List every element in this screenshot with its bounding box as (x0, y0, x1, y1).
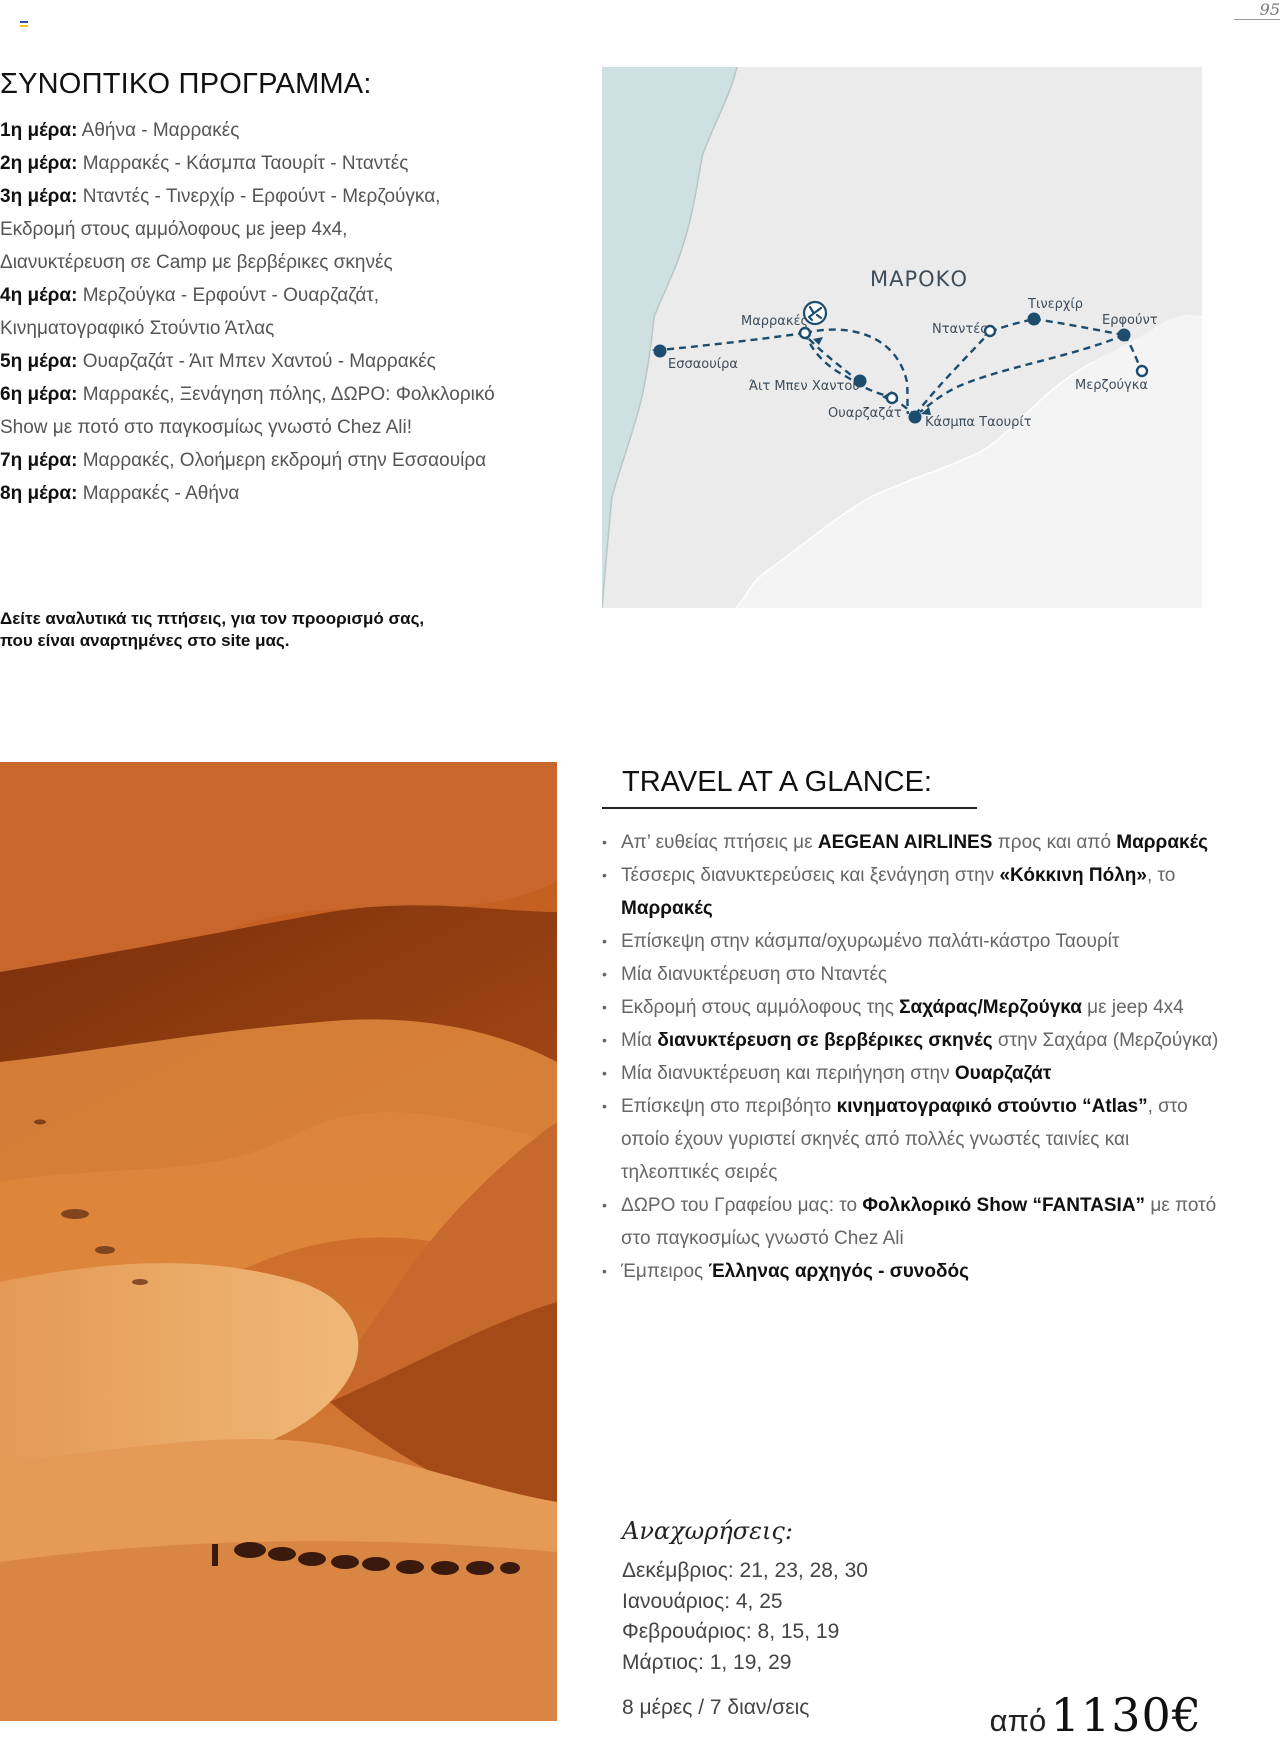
city-label-tinerhir: Τινερχίρ (1028, 297, 1084, 312)
price-value: 1130€ (1050, 1688, 1202, 1742)
glance-text: στην Σαχάρα (Μερζούγκα) (992, 1030, 1219, 1051)
program-day: 7η μέρα: (0, 450, 78, 471)
city-label-essaouira: Εσσαουίρα (668, 357, 738, 372)
program-line (0, 279, 560, 312)
glance-text: Εκδρομή στους αμμόλοφους της (621, 997, 900, 1018)
program-line (0, 477, 560, 510)
glance-item (602, 1057, 1222, 1090)
program-day: 8η μέρα: (0, 483, 78, 504)
stop-essaouira (654, 345, 667, 358)
glance-highlight: Μαρρακές (621, 898, 713, 919)
city-label-ouarzazate: Ουαρζαζάτ (828, 406, 902, 421)
stop-ouarzazate (887, 393, 897, 403)
program-text: Μαρρακές - Αθήνα (77, 483, 240, 504)
city-label-ait-ben-haddou: Άιτ Μπεν Χαντού (749, 379, 860, 394)
glance-divider (602, 807, 977, 809)
program-text: Διανυκτέρευση σε Camp με βερβέρικες σκηνές (0, 252, 393, 273)
glance-text: , στο οποίο έχουν γυριστεί σκηνές από πολλές γνωστές ταινίες και τηλεοπτικές σειρές (621, 1096, 1188, 1183)
route-map (602, 67, 1202, 608)
glance-text: Επίσκεψη στην κάσμπα/οχυρωμένο παλάτι-κάστρο Ταουρίτ (621, 931, 1120, 952)
program-text: Μερζούγκα - Ερφούντ - Ουαρζαζάτ, (77, 285, 380, 306)
departure-month: Ιανουάριος: 4, 25 (622, 1589, 783, 1613)
glance-item (602, 1090, 1222, 1189)
program-line (0, 411, 560, 444)
program-line (0, 378, 560, 411)
program-day: 2η μέρα: (0, 153, 78, 174)
program-text: Μαρρακές, Ολοήμερη εκδρομή στην Εσσαουίρα (77, 450, 487, 471)
program-text: Μαρρακές, Ξενάγηση πόλης, ΔΩΡΟ: Φολκλορικό (77, 384, 495, 405)
stop-marrakech (800, 328, 810, 338)
desert-photo (0, 762, 557, 1721)
glance-text: ΔΩΡΟ του Γραφείου μας: το (621, 1195, 863, 1216)
program-text: Ουαρζαζάτ - Άιτ Μπεν Χαντού - Μαρρακές (77, 351, 436, 372)
map-country-label: ΜΑΡΟΚΟ (870, 267, 968, 291)
program-day: 3η μέρα: (0, 186, 78, 207)
glance-item (602, 1189, 1222, 1255)
glance-text: Απ’ ευθείας πτήσεις με (621, 832, 818, 853)
glance-list (602, 826, 1222, 1288)
departure-month: Φεβρουάριος: 8, 15, 19 (622, 1620, 840, 1643)
glance-text: Μία διανυκτέρευση και περιήγηση στην (621, 1063, 955, 1084)
program-line (0, 246, 560, 279)
price (990, 1688, 1202, 1742)
program-text: Μαρρακές - Κάσμπα Ταουρίτ - Νταντές (77, 153, 409, 174)
glance-highlight: Ουαρζαζάτ (954, 1063, 1052, 1084)
program-text: Νταντές - Τινερχίρ - Ερφούντ - Μερζούγκα, (77, 186, 441, 207)
page-number-rule (1234, 19, 1280, 20)
program-line (0, 147, 560, 180)
glance-item (602, 925, 1222, 958)
glance-item (602, 1024, 1222, 1057)
city-label-merzouga: Μερζούγκα (1075, 378, 1148, 393)
departure-month: Μάρτιος: 1, 19, 29 (622, 1650, 792, 1674)
glance-highlight: Έλληνας αρχηγός - συνοδός (708, 1261, 969, 1282)
glance-text: Τέσσερις διανυκτερεύσεις και ξενάγηση στην (621, 865, 1000, 886)
program-title: ΣΥΝΟΠΤΙΚΟ ΠΡΟΓΡΑΜΜΑ: (0, 68, 372, 100)
flights-note-line: Δείτε αναλυτικά τις πτήσεις, για τον προορισμό σας, (0, 609, 425, 628)
glance-item (602, 859, 1222, 925)
program-list (0, 114, 560, 510)
program-day: 5η μέρα: (0, 351, 78, 372)
glance-text: με jeep 4x4 (1081, 997, 1184, 1018)
program-text: Εκδρομή στους αμμόλοφους με jeep 4x4, (0, 219, 348, 240)
departure-month: Δεκέμβριος: 21, 23, 28, 30 (622, 1559, 868, 1582)
glance-highlight: Σαχάρας/Μερζούγκα (899, 997, 1082, 1018)
city-label-kasbah-taourirt: Κάσμπα Ταουρίτ (925, 415, 1032, 430)
flights-note-line: που είναι αναρτημένες στο site μας. (0, 631, 290, 650)
program-line (0, 345, 560, 378)
glance-text: Μία (621, 1030, 658, 1051)
city-label-marrakech: Μαρρακές (741, 314, 809, 329)
departures-list (622, 1556, 868, 1678)
stop-erfoud (1118, 329, 1131, 342)
program-line (0, 312, 560, 345)
program-text: Αθήνα - Μαρρακές (77, 120, 240, 141)
glance-text: προς και από (992, 832, 1117, 853)
glance-item (602, 1255, 1222, 1288)
departures-title: Αναχωρήσεις: (622, 1517, 793, 1545)
program-day: 4η μέρα: (0, 285, 78, 306)
glance-item (602, 958, 1222, 991)
glance-text: Μία διανυκτέρευση στο Νταντές (621, 964, 888, 985)
glance-text: Επίσκεψη στο περιβόητο (621, 1096, 837, 1117)
glance-highlight: Φολκλορικό Show “FANTASIA” (862, 1195, 1146, 1216)
city-label-dades: Νταντές (932, 322, 988, 337)
glance-highlight: AEGEAN AIRLINES (817, 832, 993, 853)
city-label-erfoud: Ερφούντ (1102, 313, 1158, 328)
program-day: 6η μέρα: (0, 384, 78, 405)
program-line (0, 213, 560, 246)
glance-highlight: «Κόκκινη Πόλη» (999, 865, 1147, 886)
flag-icon (20, 21, 28, 27)
flights-note (0, 608, 520, 652)
glance-highlight: Μαρρακές (1116, 832, 1209, 853)
glance-text: Έμπειρος (621, 1261, 709, 1282)
glance-highlight: κινηματογραφικό στούντιο “Atlas” (836, 1096, 1148, 1117)
program-day: 1η μέρα: (0, 120, 78, 141)
stop-tinerhir (1028, 313, 1041, 326)
glance-text: , το (1146, 865, 1176, 886)
price-prefix: από (989, 1703, 1047, 1738)
program-line (0, 180, 560, 213)
program-line (0, 114, 560, 147)
glance-item (602, 826, 1222, 859)
glance-text: με ποτό στο παγκοσμίως γνωστό Chez Ali (621, 1195, 1217, 1249)
stop-merzouga (1137, 366, 1147, 376)
program-text: Show με ποτό στο παγκοσμίως γνωστό Chez Ali! (0, 417, 413, 438)
glance-item (602, 991, 1222, 1024)
program-text: Κινηματογραφικό Στούντιο Άτλας (0, 318, 275, 339)
glance-highlight: διανυκτέρευση σε βερβέρικες σκηνές (657, 1030, 993, 1051)
page-number: 95 (1259, 0, 1280, 19)
trip-duration: 8 μέρες / 7 διαν/σεις (622, 1696, 810, 1719)
program-line (0, 444, 560, 477)
glance-title: TRAVEL AT A GLANCE: (622, 766, 932, 798)
stop-kasbah-taourirt (909, 411, 922, 424)
